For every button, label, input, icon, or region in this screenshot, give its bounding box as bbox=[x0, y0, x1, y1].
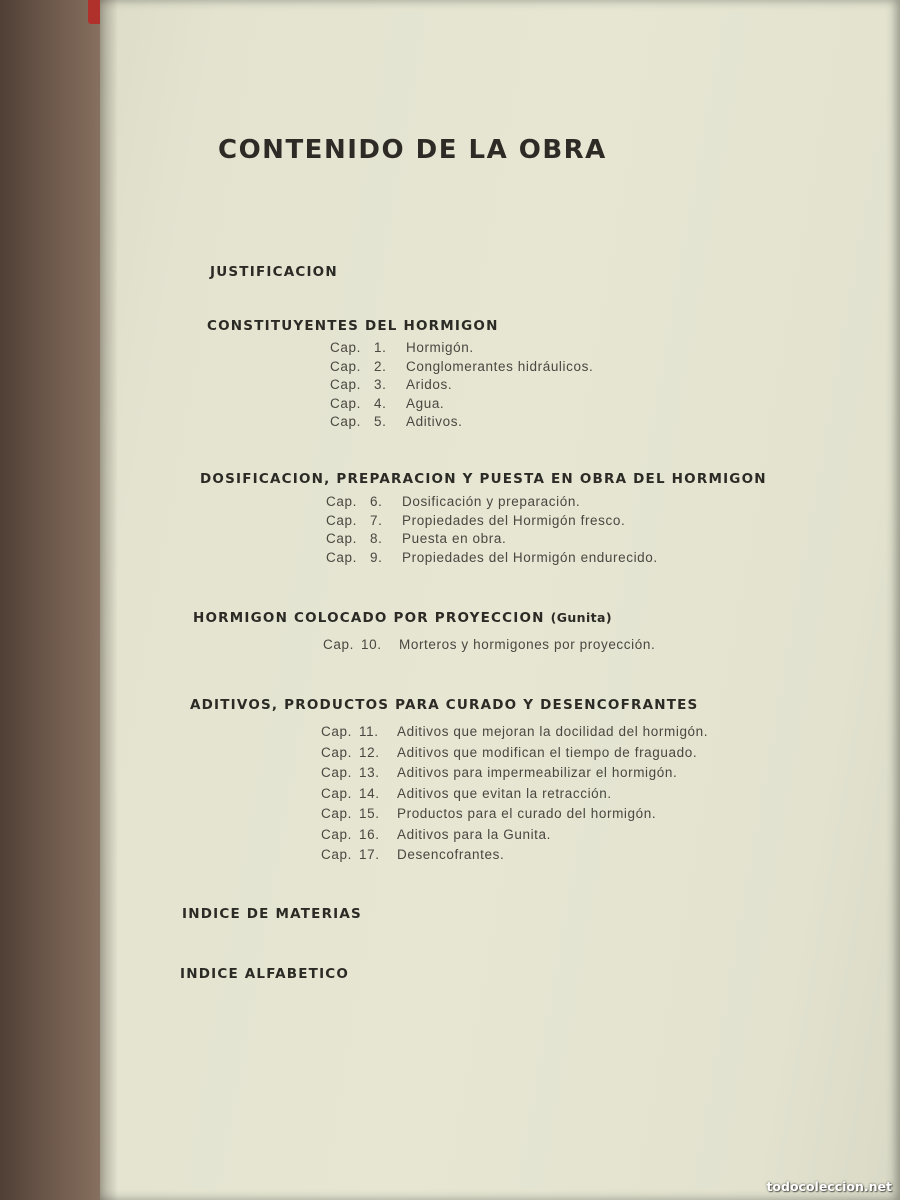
chapter-cap: Cap. bbox=[330, 340, 361, 355]
chapter-number: 16. bbox=[359, 826, 380, 842]
chapter-item bbox=[326, 513, 658, 532]
chapter-item bbox=[321, 786, 708, 807]
chapter-item bbox=[330, 377, 593, 396]
section-heading-indice-materias: INDICE DE MATERIAS bbox=[182, 906, 362, 922]
watermark: todocoleccion.net bbox=[766, 1179, 892, 1194]
chapter-list-dosificacion bbox=[326, 494, 658, 568]
chapter-item bbox=[321, 724, 708, 745]
chapter-number: 12. bbox=[359, 744, 380, 760]
chapter-title: Aditivos que evitan la retracción. bbox=[397, 785, 612, 801]
chapter-title: Aditivos que modifican el tiempo de fraguado. bbox=[397, 744, 698, 760]
chapter-item bbox=[321, 745, 708, 766]
chapter-number: 10. bbox=[361, 637, 382, 652]
chapter-cap: Cap. bbox=[330, 358, 361, 374]
chapter-number: 14. bbox=[359, 785, 380, 801]
chapter-title: Hormigón. bbox=[406, 340, 474, 355]
chapter-item bbox=[321, 806, 708, 827]
chapter-cap: Cap. bbox=[330, 377, 361, 392]
chapter-item bbox=[330, 359, 593, 378]
chapter-title: Dosificación y preparación. bbox=[402, 494, 581, 509]
chapter-cap: Cap. bbox=[326, 494, 357, 509]
chapter-cap: Cap. bbox=[326, 531, 357, 546]
chapter-item bbox=[330, 414, 593, 433]
chapter-title: Morteros y hormigones por proyección. bbox=[399, 637, 656, 652]
section-heading-sub: (Gunita) bbox=[550, 610, 612, 625]
chapter-number: 4. bbox=[374, 395, 387, 411]
chapter-cap: Cap. bbox=[321, 806, 352, 821]
chapter-item bbox=[326, 531, 658, 550]
page-title: CONTENIDO DE LA OBRA bbox=[218, 135, 607, 165]
chapter-title: Aridos. bbox=[406, 377, 453, 392]
chapter-number: 7. bbox=[370, 512, 383, 528]
chapter-number: 5. bbox=[374, 414, 387, 429]
section-heading-aditivos: ADITIVOS, PRODUCTOS PARA CURADO Y DESENCOFRANTES bbox=[190, 697, 699, 713]
chapter-item bbox=[321, 847, 708, 868]
chapter-number: 17. bbox=[359, 847, 380, 862]
chapter-cap: Cap. bbox=[321, 765, 352, 780]
chapter-number: 13. bbox=[359, 765, 380, 780]
chapter-cap: Cap. bbox=[321, 744, 352, 760]
chapter-number: 2. bbox=[374, 358, 387, 374]
chapter-item bbox=[330, 340, 593, 359]
chapter-number: 3. bbox=[374, 377, 387, 392]
page-gutter-shadow bbox=[100, 0, 118, 1200]
section-heading-dosificacion: DOSIFICACION, PREPARACION Y PUESTA EN OBRA DEL HORMIGON bbox=[200, 471, 767, 487]
chapter-item bbox=[321, 765, 708, 786]
chapter-cap: Cap. bbox=[326, 549, 357, 565]
chapter-title: Propiedades del Hormigón endurecido. bbox=[402, 549, 658, 565]
section-heading-proyeccion bbox=[193, 610, 612, 626]
chapter-cap: Cap. bbox=[326, 512, 357, 528]
chapter-list-aditivos bbox=[321, 724, 708, 868]
chapter-title: Aditivos que mejoran la docilidad del hormigón. bbox=[397, 724, 709, 739]
chapter-item bbox=[321, 827, 708, 848]
section-heading-text: HORMIGON COLOCADO POR PROYECCION bbox=[193, 610, 545, 626]
chapter-cap: Cap. bbox=[321, 826, 352, 842]
chapter-title: Conglomerantes hidráulicos. bbox=[406, 358, 594, 374]
chapter-cap: Cap. bbox=[330, 414, 361, 429]
chapter-item bbox=[323, 637, 655, 656]
chapter-number: 1. bbox=[374, 340, 387, 355]
chapter-title: Puesta en obra. bbox=[402, 531, 507, 546]
chapter-cap: Cap. bbox=[321, 785, 352, 801]
chapter-number: 8. bbox=[370, 531, 383, 546]
book-cover-edge bbox=[0, 0, 110, 1200]
chapter-item bbox=[326, 494, 658, 513]
chapter-title: Aditivos para la Gunita. bbox=[397, 826, 551, 842]
chapter-number: 6. bbox=[370, 494, 383, 509]
chapter-title: Desencofrantes. bbox=[397, 847, 505, 862]
chapter-list-constituyentes bbox=[330, 340, 593, 433]
chapter-title: Agua. bbox=[406, 395, 445, 411]
chapter-cap: Cap. bbox=[321, 724, 352, 739]
chapter-title: Productos para el curado del hormigón. bbox=[397, 806, 657, 821]
section-heading-justificacion: JUSTIFICACION bbox=[210, 264, 338, 280]
section-heading-indice-alfabetico: INDICE ALFABETICO bbox=[180, 966, 350, 982]
chapter-title: Propiedades del Hormigón fresco. bbox=[402, 512, 626, 528]
chapter-number: 11. bbox=[359, 724, 379, 739]
chapter-title: Aditivos. bbox=[406, 414, 463, 429]
chapter-cap: Cap. bbox=[330, 395, 361, 411]
chapter-list-proyeccion bbox=[323, 637, 655, 656]
chapter-item bbox=[330, 396, 593, 415]
book-page bbox=[100, 0, 900, 1200]
chapter-cap: Cap. bbox=[323, 637, 354, 652]
chapter-cap: Cap. bbox=[321, 847, 352, 862]
chapter-item bbox=[326, 550, 658, 569]
chapter-number: 15. bbox=[359, 806, 380, 821]
section-heading-constituyentes: CONSTITUYENTES DEL HORMIGON bbox=[207, 318, 499, 334]
chapter-title: Aditivos para impermeabilizar el hormigón. bbox=[397, 765, 678, 780]
chapter-number: 9. bbox=[370, 549, 383, 565]
